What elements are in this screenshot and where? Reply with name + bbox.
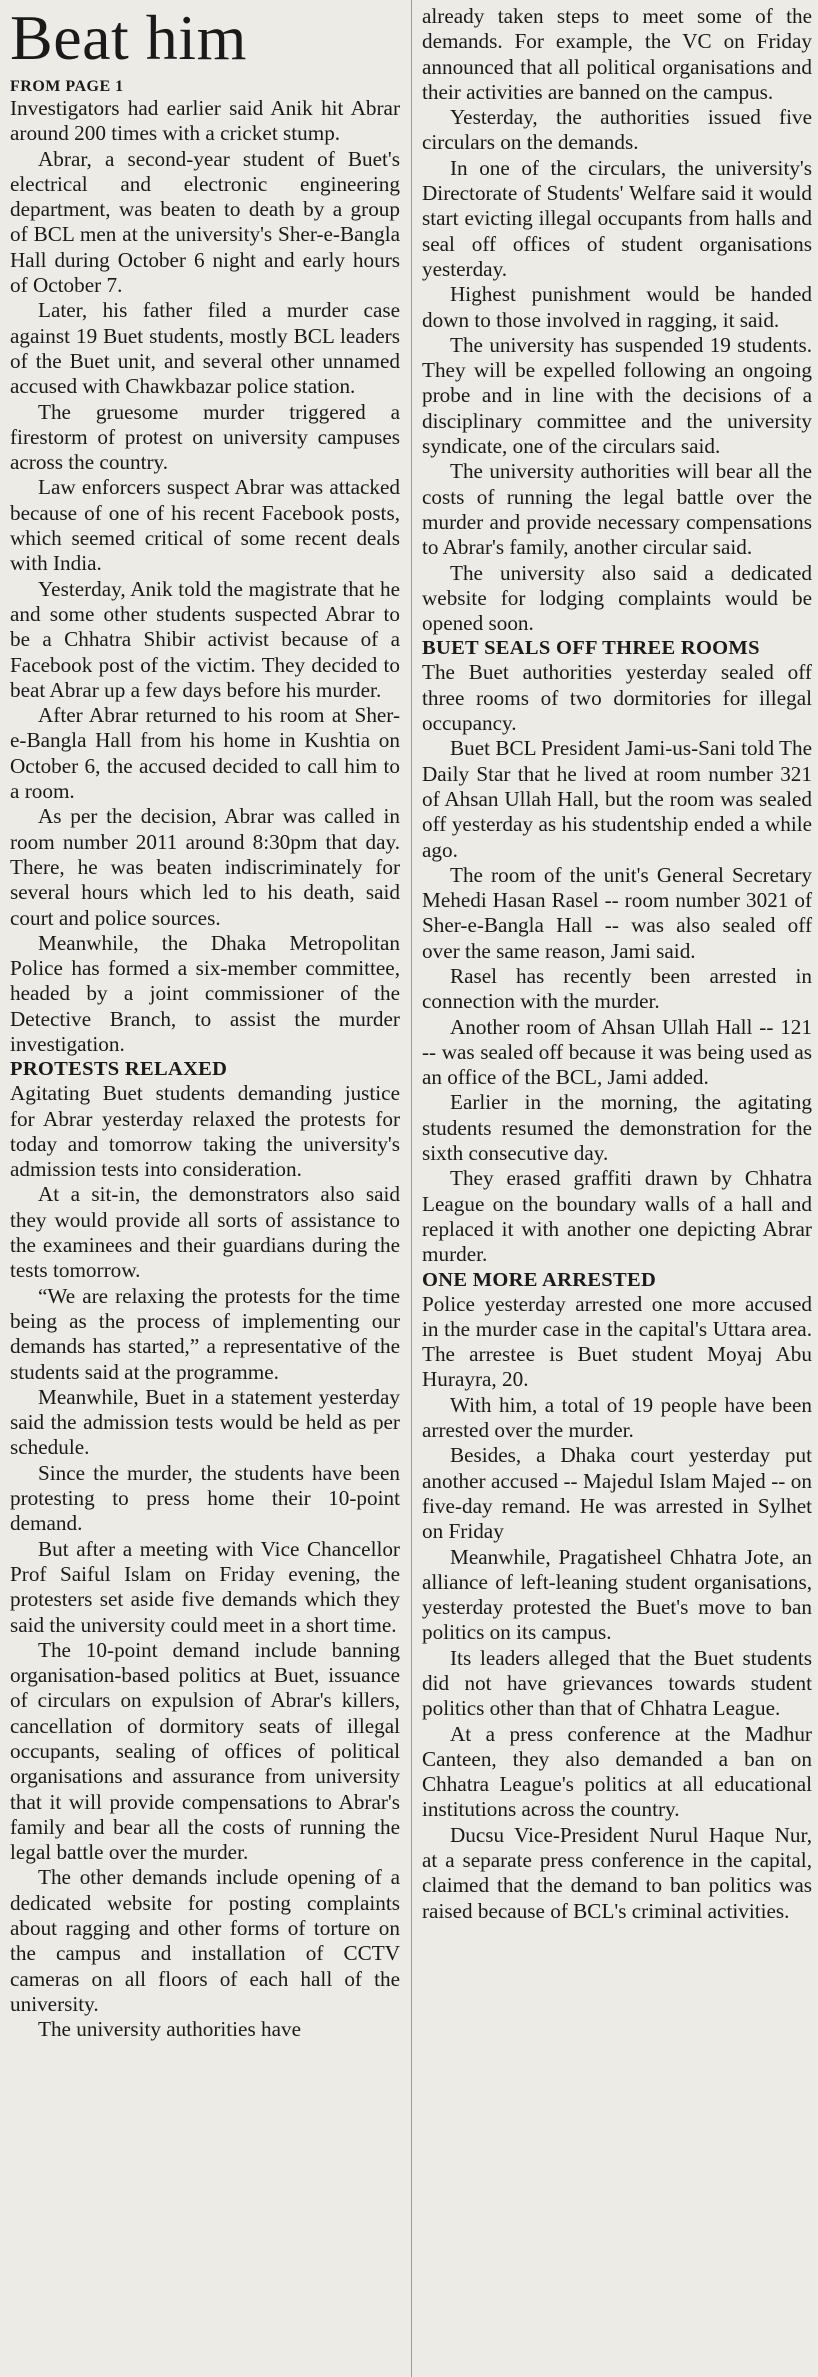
paragraph: Police yesterday arrested one more accused in the murder case in the capital's Uttara area. The arrestee is Buet student Moyaj Abu Hurayra, 20. <box>422 1291 812 1392</box>
paragraph: At a sit-in, the demonstrators also said they would provide all sorts of assistance to the examinees and their guardians during the tests tomorrow. <box>10 1182 400 1283</box>
paragraph: The gruesome murder triggered a firestorm of protest on university campuses across the country. <box>10 399 400 475</box>
paragraph: “We are relaxing the protests for the time being as the process of implementing our demands has started,” a representative of the students said at the programme. <box>10 1283 400 1384</box>
paragraph: Investigators had earlier said Anik hit Abrar around 200 times with a cricket stump. <box>10 96 400 146</box>
headline: Beat him <box>10 2 247 73</box>
paragraph: Yesterday, the authorities issued five circulars on the demands. <box>422 105 812 155</box>
paragraph: Meanwhile, Buet in a statement yesterday said the admission tests would be held as per schedule. <box>10 1384 400 1460</box>
paragraph: Meanwhile, the Dhaka Metropolitan Police has formed a six-member committee, headed by a joint commissioner of the Detective Branch, to assist the murder investigation. <box>10 930 400 1056</box>
paragraph: The university also said a dedicated website for lodging complaints would be opened soon. <box>422 560 812 636</box>
paragraph: Later, his father filed a murder case against 19 Buet students, mostly BCL leaders of the Buet unit, and several other unnamed accused with Chawkbazar police station. <box>10 298 400 399</box>
article-column-right <box>422 4 812 1924</box>
paragraph: Since the murder, the students have been protesting to press home their 10-point demand. <box>10 1460 400 1536</box>
paragraph: The 10-point demand include banning organisation-based politics at Buet, issuance of circulars on expulsion of Abrar's killers, cancellation of dormitory seats of illegal occupants, sealing of offices of political organisations and assurance from university that it will provide compensations to Abrar's family and bear all the costs of running the legal battle over the murder. <box>10 1637 400 1865</box>
paragraph: Agitating Buet students demanding justice for Abrar yesterday relaxed the protests for today and tomorrow taking the university's admission tests into consideration. <box>10 1081 400 1182</box>
paragraph: Highest punishment would be handed down to those involved in ragging, it said. <box>422 282 812 332</box>
paragraph: In one of the circulars, the university's Directorate of Students' Welfare said it would start evicting illegal occupants from halls and seal off offices of student organisations yesterday. <box>422 155 812 281</box>
paragraph: With him, a total of 19 people have been arrested over the murder. <box>422 1392 812 1443</box>
paragraph: The other demands include opening of a dedicated website for posting complaints about ragging and other forms of torture on the campus and installation of CCTV cameras on all floors of each hall of the university. <box>10 1865 400 2016</box>
paragraph: Another room of Ahsan Ullah Hall -- 121 -- was sealed off because it was being used as an office of the BCL, Jami added. <box>422 1014 812 1090</box>
section-heading: ONE MORE ARRESTED <box>422 1268 657 1291</box>
paragraph: After Abrar returned to his room at Sher-e-Bangla Hall from his home in Kushtia on October 6, the accused decided to call him to a room. <box>10 703 400 804</box>
paragraph: Buet BCL President Jami-us-Sani told The Daily Star that he lived at room number 321 of Ahsan Ullah Hall, but the room was sealed off yesterday as his studentship ended a while ago. <box>422 736 812 862</box>
column-divider <box>411 0 412 2377</box>
paragraph: Meanwhile, Pragatisheel Chhatra Jote, an alliance of left-leaning student organisations, yesterday protested the Buet's move to ban politics on its campus. <box>422 1544 812 1645</box>
paragraph: Abrar, a second-year student of Buet's electrical and electronic engineering department, was beaten to death by a group of BCL men at the university's Sher-e-Bangla Hall during October 6 night and early hours of October 7. <box>10 146 400 298</box>
section-heading: BUET SEALS OFF THREE ROOMS <box>422 637 760 660</box>
article-column-left <box>10 96 400 2043</box>
paragraph: Ducsu Vice-President Nurul Haque Nur, at a separate press conference in the capital, claimed that the demand to ban politics was raised because of BCL's criminal activities. <box>422 1822 812 1923</box>
paragraph: The room of the unit's General Secretary Mehedi Hasan Rasel -- room number 3021 of Sher-e-Bangla Hall -- was also sealed off over the same reason, Jami said. <box>422 862 812 963</box>
paragraph: Yesterday, Anik told the magistrate that he and some other students suspected Abrar to be a Chhatra Shibir activist because of a Facebook post of the victim. They decided to beat Abrar up a few days before his murder. <box>10 576 400 702</box>
paragraph: They erased graffiti drawn by Chhatra League on the boundary walls of a hall and replaced it with another one depicting Abrar murder. <box>422 1166 812 1267</box>
paragraph: The university authorities will bear all the costs of running the legal battle over the murder and provide necessary compensations to Abrar's family, another circular said. <box>422 459 812 560</box>
paragraph: At a press conference at the Madhur Canteen, they also demanded a ban on Chhatra League's politics at all educational institutions across the country. <box>422 1721 812 1822</box>
paragraph: already taken steps to meet some of the demands. For example, the VC on Friday announced that all political organisations and their activities are banned on the campus. <box>422 4 812 104</box>
section-heading: PROTESTS RELAXED <box>10 1058 228 1081</box>
paragraph: The university authorities have <box>38 2017 302 2042</box>
paragraph: The university has suspended 19 students. They will be expelled following an ongoing probe and in line with the decisions of a disciplinary committee and the university syndicate, one of the circulars said. <box>422 332 812 459</box>
paragraph: Its leaders alleged that the Buet students did not have grievances towards student politics other than that of Chhatra League. <box>422 1645 812 1721</box>
paragraph: Law enforcers suspect Abrar was attacked because of one of his recent Facebook posts, which seemed critical of some recent deals with India. <box>10 475 400 576</box>
paragraph: But after a meeting with Vice Chancellor Prof Saiful Islam on Friday evening, the protesters set aside five demands which they said the university could meet in a short time. <box>10 1536 400 1637</box>
kicker: FROM PAGE 1 <box>10 78 124 95</box>
paragraph: As per the decision, Abrar was called in room number 2011 around 8:30pm that day. There, he was beaten indiscriminately for several hours which led to his death, said court and police sources. <box>10 804 400 930</box>
paragraph: Rasel has recently been arrested in connection with the murder. <box>422 963 812 1014</box>
paragraph: The Buet authorities yesterday sealed off three rooms of two dormitories for illegal occupancy. <box>422 660 812 736</box>
paragraph: Earlier in the morning, the agitating students resumed the demonstration for the sixth consecutive day. <box>422 1090 812 1166</box>
paragraph: Besides, a Dhaka court yesterday put another accused -- Majedul Islam Majed -- on five-day remand. He was arrested in Sylhet on Friday <box>422 1443 812 1544</box>
